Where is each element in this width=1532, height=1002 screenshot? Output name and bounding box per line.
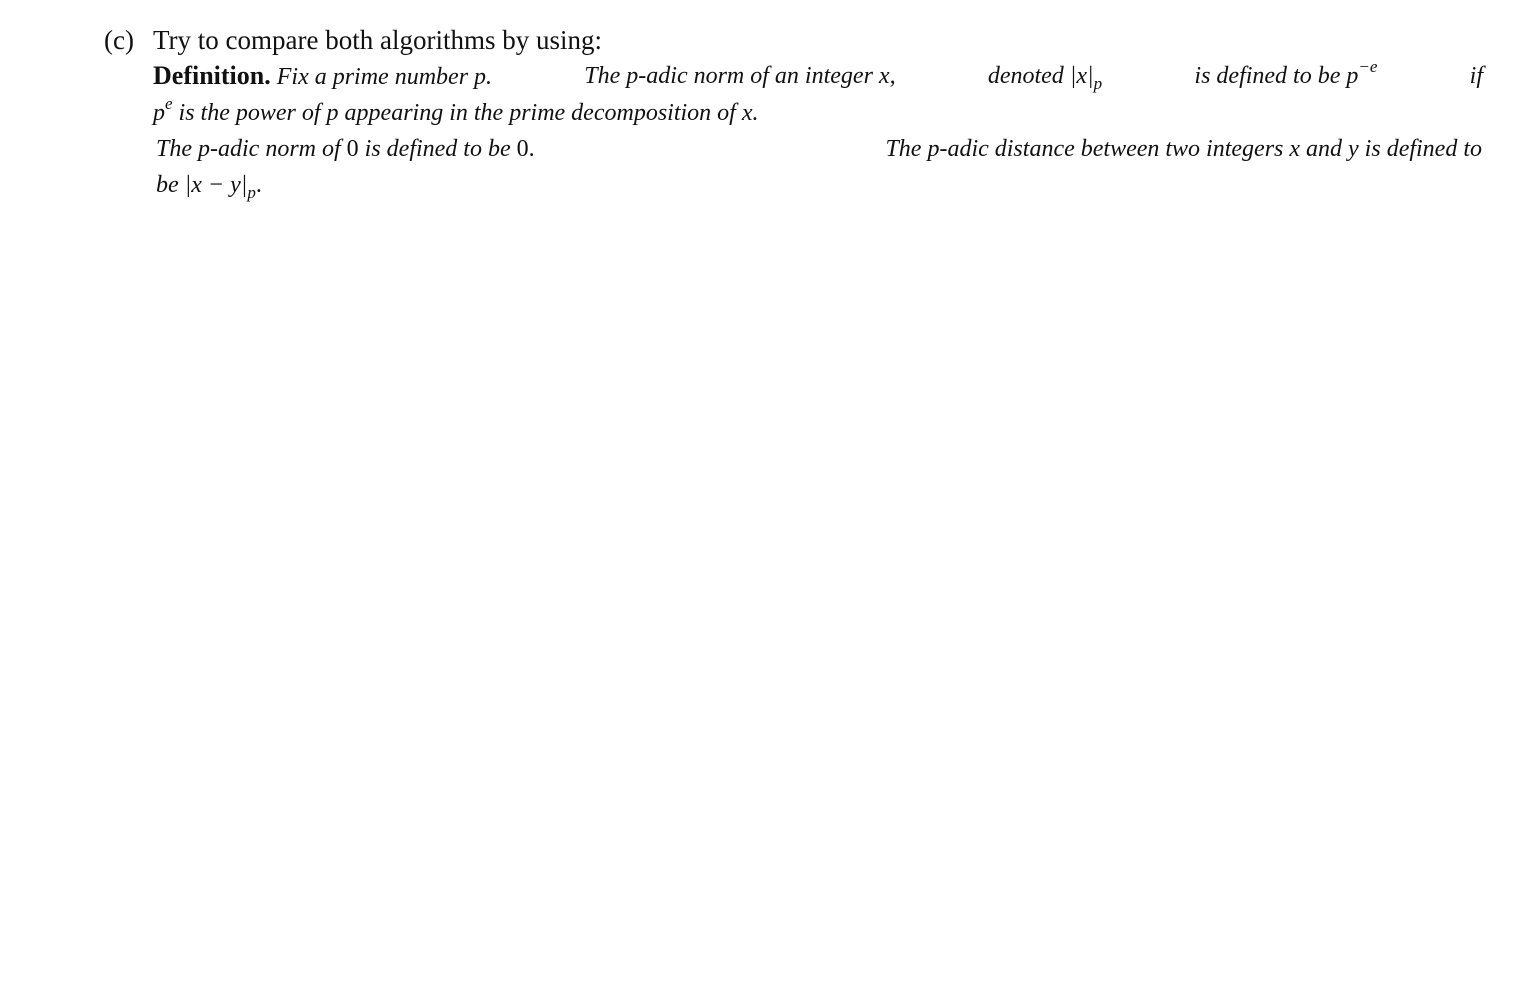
final-period: .: [255, 172, 262, 198]
distance-expression: be |x − y|: [156, 172, 248, 198]
zero-value: 0: [346, 136, 359, 162]
item-body: [153, 22, 1494, 203]
defined-to-be-text: is defined to be p: [1194, 63, 1359, 89]
exercise-item-c: [104, 22, 1494, 203]
norm-subscript: p: [1093, 74, 1103, 93]
definition-text-1c: [988, 58, 1102, 95]
is-defined-text: is defined to be: [364, 136, 511, 162]
definition-text-3a: [156, 131, 535, 167]
power-base: p: [153, 100, 165, 126]
definition-line-3: [153, 131, 1482, 167]
norm-expression: denoted |x|: [987, 63, 1094, 89]
definition-text-1a: Fix a prime number p.: [276, 64, 493, 90]
norm-of-zero-text: The p-adic norm of: [156, 136, 341, 162]
definition-text-1d: [1194, 58, 1377, 95]
zero-result: 0.: [516, 136, 535, 162]
definition-text-1e: if: [1469, 63, 1483, 89]
power-exponent: e: [165, 94, 173, 113]
definition-lead: Definition.: [153, 61, 271, 90]
item-intro: Try to compare both algorithms by using:: [153, 25, 602, 55]
definition-line-2: [153, 95, 1494, 131]
definition-text-1b: The p-adic norm of an integer x,: [584, 63, 896, 89]
definition-line-4: [153, 167, 1494, 203]
definition-lead-group: [153, 58, 492, 95]
definition-text-2: is the power of p appearing in the prime decomposition of x.: [178, 100, 759, 126]
definition-line-1: [153, 58, 1483, 95]
item-label: (c): [104, 25, 134, 55]
negative-e-superscript: −e: [1358, 57, 1378, 76]
definition-text-3b: The p-adic distance between two integers x and y is defined to: [885, 136, 1482, 162]
distance-subscript: p: [247, 183, 256, 202]
